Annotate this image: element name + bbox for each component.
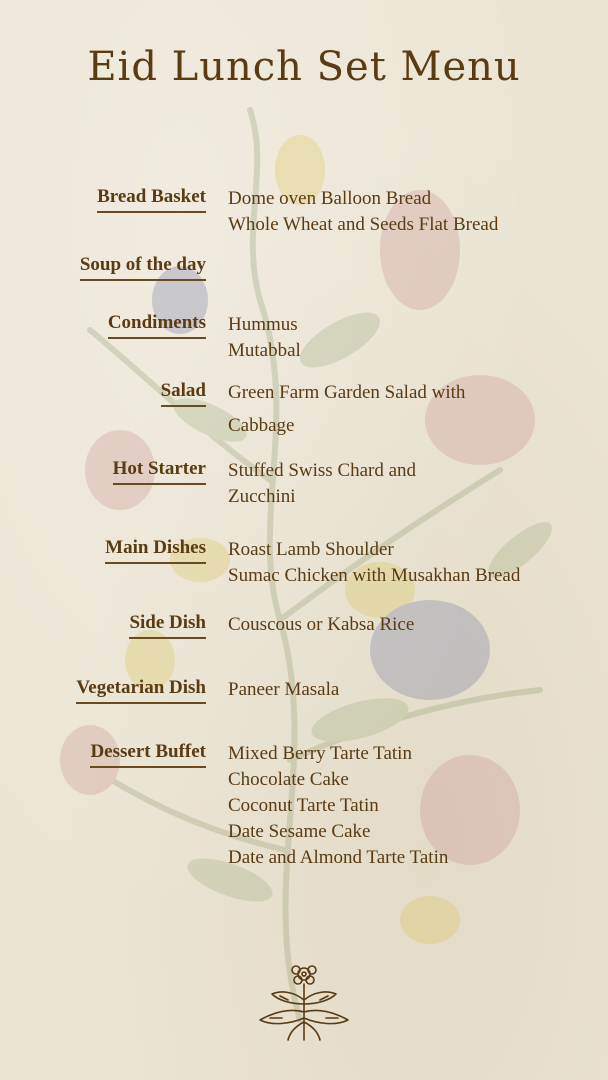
section-label: Condiments <box>108 312 206 339</box>
menu-item: Mutabbal <box>228 340 301 361</box>
menu-item: Hummus <box>228 314 298 335</box>
section-label: Soup of the day <box>80 254 206 281</box>
menu-item: Green Farm Garden Salad with <box>228 382 466 403</box>
menu-item: Couscous or Kabsa Rice <box>228 614 415 635</box>
section-items <box>228 677 598 703</box>
section-items <box>228 186 598 238</box>
section-label: Main Dishes <box>105 537 206 564</box>
menu-item: Chocolate Cake <box>228 769 349 790</box>
menu-item: Paneer Masala <box>228 679 340 700</box>
menu-item: Dome oven Balloon Bread <box>228 188 432 209</box>
menu-item: Roast Lamb Shoulder <box>228 539 394 560</box>
section-label: Hot Starter <box>113 458 206 485</box>
section-items <box>228 312 598 364</box>
menu-item: Whole Wheat and Seeds Flat Bread <box>228 214 499 235</box>
section-label: Side Dish <box>129 612 206 639</box>
menu-item: Coconut Tarte Tatin <box>228 795 379 816</box>
menu-title: Eid Lunch Set Menu <box>87 44 521 90</box>
section-items <box>228 537 598 589</box>
section-items <box>228 741 598 871</box>
section-label: Vegetarian Dish <box>76 677 206 704</box>
section-label: Dessert Buffet <box>90 741 206 768</box>
section-label: Bread Basket <box>97 186 206 213</box>
menu-item: Stuffed Swiss Chard and <box>228 460 417 481</box>
floral-ornament-icon <box>254 960 354 1044</box>
menu-item: Sumac Chicken with Musakhan Bread <box>228 565 521 586</box>
menu-item: Mixed Berry Tarte Tatin <box>228 743 412 764</box>
section-items <box>228 458 598 510</box>
section-items <box>228 376 598 442</box>
section-label: Salad <box>161 380 206 407</box>
menu-item: Date Sesame Cake <box>228 821 371 842</box>
menu-item: Date and Almond Tarte Tatin <box>228 847 449 868</box>
menu-item: Zucchini <box>228 486 296 507</box>
section-items <box>228 612 598 638</box>
menu-item: Cabbage <box>228 415 295 436</box>
